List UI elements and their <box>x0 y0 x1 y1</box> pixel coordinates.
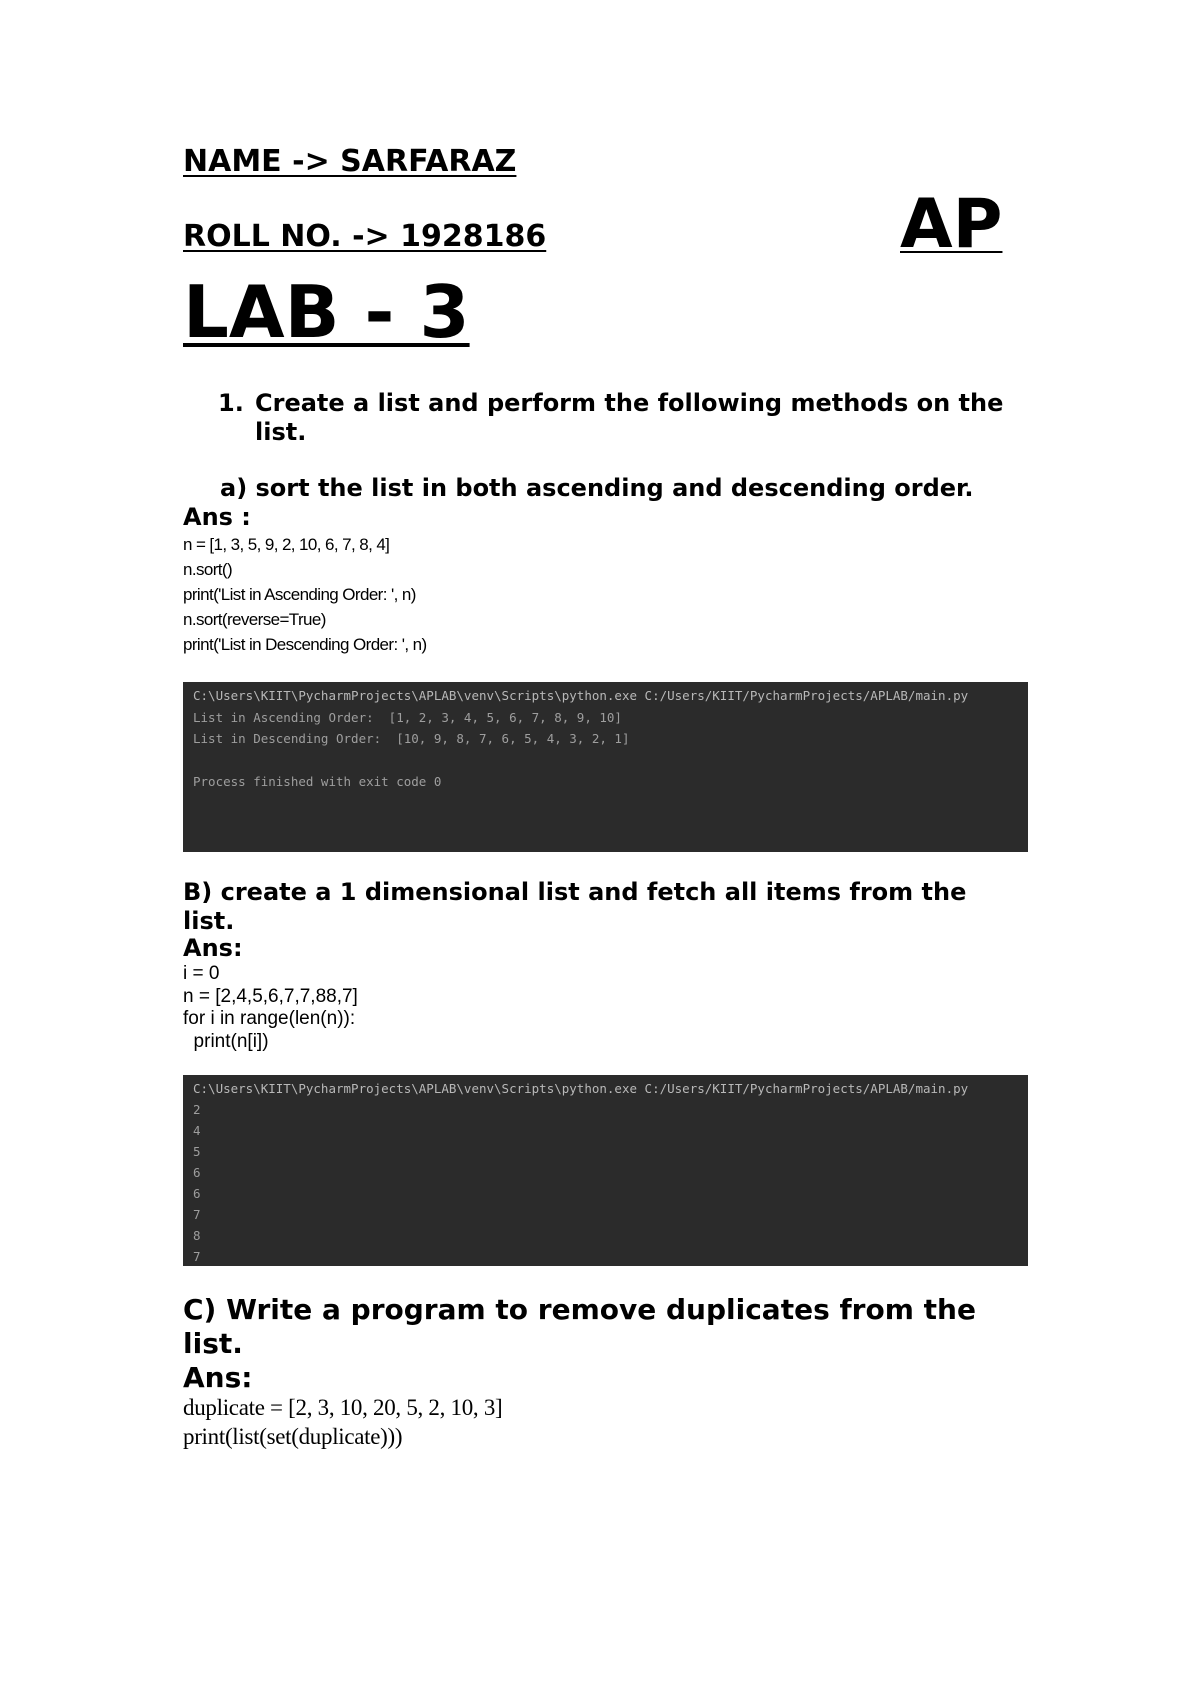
terminal-line: C:\Users\KIIT\PycharmProjects\APLAB\venv\Scripts\python.exe C:/Users/KIIT/PycharmProjects/APLAB/main.py <box>193 1081 969 1096</box>
code-line: print('List in Ascending Order: ', n) <box>183 585 416 604</box>
part-c-question-line2: list. <box>183 1327 243 1360</box>
code-line: n.sort(reverse=True) <box>183 610 326 629</box>
code-line: print(list(set(duplicate))) <box>183 1424 403 1449</box>
question-1 <box>218 389 1038 447</box>
lab-title: LAB - 3 <box>183 270 470 354</box>
terminal-line: List in Descending Order: [10, 9, 8, 7, 6, 5, 4, 3, 2, 1] <box>193 731 630 746</box>
part-a-question: a) sort the list in both ascending and descending order. <box>220 474 974 502</box>
code-line: print('List in Descending Order: ', n) <box>183 635 427 654</box>
code-line: print(n[i]) <box>183 1030 269 1052</box>
part-c-question <box>183 1293 1033 1361</box>
part-a-ans-label: Ans : <box>183 503 251 531</box>
part-c-question-line1: C) Write a program to remove duplicates from the <box>183 1293 976 1326</box>
code-line: for i in range(len(n)): <box>183 1008 356 1029</box>
part-b-terminal-output <box>183 1075 1028 1266</box>
part-c-code <box>183 1393 502 1451</box>
code-line: n = [1, 3, 5, 9, 2, 10, 6, 7, 8, 4] <box>183 535 390 554</box>
terminal-line: List in Ascending Order: [1, 2, 3, 4, 5, 6, 7, 8, 9, 10] <box>193 709 622 725</box>
part-b-question <box>183 878 1033 936</box>
code-line: duplicate = [2, 3, 10, 20, 5, 2, 10, 3] <box>183 1395 503 1420</box>
terminal-line: 4 <box>193 1123 201 1138</box>
part-b-code <box>183 963 358 1053</box>
terminal-line: 5 <box>193 1144 201 1159</box>
roll-number: ROLL NO. -> 1928186 <box>183 219 547 254</box>
terminal-line: 7 <box>193 1207 201 1222</box>
part-b-ans-label: Ans: <box>183 934 243 962</box>
part-b-question-line2: list. <box>183 907 235 935</box>
code-line: n = [2,4,5,6,7,7,88,7] <box>183 985 358 1007</box>
part-b-question-line1: B) create a 1 dimensional list and fetch all items from the <box>183 878 967 906</box>
terminal-line: 2 <box>193 1102 201 1117</box>
terminal-line: 7 <box>193 1249 201 1264</box>
terminal-line: 6 <box>193 1165 201 1180</box>
terminal-line <box>193 750 1028 772</box>
part-c-ans-label: Ans: <box>183 1361 253 1394</box>
terminal-line: 6 <box>193 1186 201 1201</box>
question-1-text-line1: Create a list and perform the following methods on the <box>255 389 1004 417</box>
question-1-number: 1. <box>218 389 244 417</box>
question-1-text-line2: list. <box>255 418 307 446</box>
part-a-code <box>183 532 427 657</box>
part-a-terminal-output <box>183 682 1028 852</box>
terminal-line: 8 <box>193 1228 201 1243</box>
subject-code: AP <box>900 185 1003 264</box>
terminal-line: C:\Users\KIIT\PycharmProjects\APLAB\venv\Scripts\python.exe C:/Users/KIIT/PycharmProjects/APLAB/main.py <box>193 688 969 703</box>
terminal-line: Process finished with exit code 0 <box>193 774 442 789</box>
code-line: n.sort() <box>183 560 233 579</box>
code-line: i = 0 <box>183 963 220 984</box>
student-name: NAME -> SARFARAZ <box>183 144 517 179</box>
